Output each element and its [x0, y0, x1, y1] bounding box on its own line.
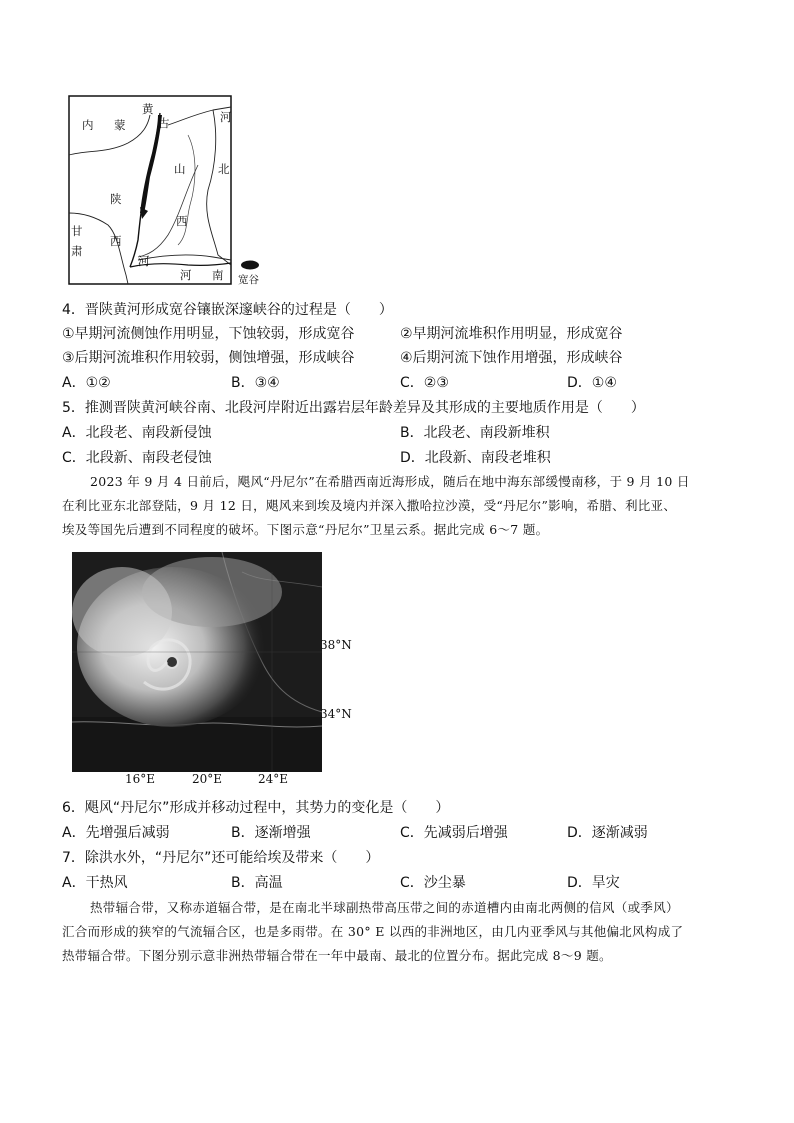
question-4-stem: 4．晋陕黄河形成宽谷镶嵌深邃峡谷的过程是（ ） — [62, 302, 393, 318]
map-label-he-nan-1: 河 — [180, 268, 192, 282]
q5-option-a[interactable]: A．北段老、南段新侵蚀 — [62, 425, 212, 441]
q4-option-b[interactable]: B．③④ — [231, 375, 280, 391]
q6-option-a[interactable]: A．先增强后减弱 — [62, 825, 170, 841]
map-label-su: 肃 — [71, 244, 83, 258]
latitude-label-38n: 38°N — [320, 638, 352, 652]
q7-option-a[interactable]: A．干热风 — [62, 875, 128, 891]
passage-hurricane-line-1: 2023 年 9 月 4 日前后，飓风“丹尼尔”在希腊西南近海形成，随后在地中海东部缓慢南移，于 9 月 10 日 — [90, 474, 690, 489]
q4-statement-4: ④后期河流下蚀作用增强，形成峡谷 — [400, 350, 623, 366]
satellite-drawing — [72, 552, 322, 772]
daniel-satellite-cloud-image — [72, 552, 322, 772]
q4-option-d[interactable]: D．①④ — [567, 375, 617, 391]
map-label-huang: 黄 — [142, 102, 154, 116]
map-label-shaan: 陕 — [110, 192, 122, 206]
q7-option-b[interactable]: B．高温 — [231, 875, 283, 891]
wide-valley-legend-icon — [240, 260, 260, 270]
map-legend — [238, 260, 268, 290]
latitude-label-34n: 34°N — [320, 707, 352, 721]
q6-option-b[interactable]: B．逐渐增强 — [231, 825, 311, 841]
q5-option-c[interactable]: C．北段新、南段老侵蚀 — [62, 450, 212, 466]
map-label-nei: 内 — [82, 118, 94, 132]
map-label-meng: 蒙 — [114, 118, 126, 132]
question-6-stem: 6．飓风“丹尼尔”形成并移动过程中，其势力的变化是（ ） — [62, 800, 450, 816]
map-label-xi-left: 西 — [110, 234, 122, 248]
q6-option-c[interactable]: C．先减弱后增强 — [400, 825, 508, 841]
map-label-shan: 山 — [174, 162, 186, 176]
map-label-xi-right: 西 — [176, 214, 188, 228]
q7-option-d[interactable]: D．旱灾 — [567, 875, 620, 891]
longitude-label-20e: 20°E — [192, 772, 223, 786]
map-label-gan: 甘 — [71, 224, 83, 238]
question-5-stem: 5．推测晋陕黄河峡谷南、北段河岸附近出露岩层年龄差异及其形成的主要地质作用是（ ） — [62, 400, 645, 416]
q4-statement-2: ②早期河流堆积作用明显，形成宽谷 — [400, 326, 623, 342]
q4-statement-1: ①早期河流侧蚀作用明显，下蚀较弱，形成宽谷 — [62, 326, 355, 342]
q7-option-c[interactable]: C．沙尘暴 — [400, 875, 466, 891]
longitude-label-24e: 24°E — [258, 772, 289, 786]
q4-option-c[interactable]: C．②③ — [400, 375, 449, 391]
passage-hurricane-line-3: 埃及等国先后遭到不同程度的破坏。下图示意“丹尼尔”卫星云系。据此完成 6～7 题。 — [62, 522, 549, 537]
map-label-he-nan-2: 南 — [212, 268, 224, 282]
q5-option-d[interactable]: D．北段新、南段老堆积 — [400, 450, 551, 466]
question-7-stem: 7．除洪水外，“丹尼尔”还可能给埃及带来（ ） — [62, 850, 380, 866]
map-label-he-top: 河 — [220, 110, 232, 124]
q4-statement-3: ③后期河流堆积作用较弱，侧蚀增强，形成峡谷 — [62, 350, 355, 366]
passage-hurricane-line-2: 在利比亚东北部登陆，9 月 12 日，飓风来到埃及境内并深入撒哈拉沙漠，受“丹尼尔”影响，希腊、利比亚、 — [62, 498, 677, 513]
longitude-label-16e: 16°E — [125, 772, 156, 786]
passage-itcz-line-1: 热带辐合带，又称赤道辐合带，是在南北半球副热带高压带之间的赤道槽内由南北两侧的信风（或季风） — [90, 900, 679, 915]
q6-option-d[interactable]: D．逐渐减弱 — [567, 825, 648, 841]
passage-itcz-line-2: 汇合而形成的狭窄的气流辐合区，也是多雨带。在 30° E 以西的非洲地区，由几内亚季风与其他偏北风构成了 — [62, 924, 684, 939]
q4-option-a[interactable]: A．①② — [62, 375, 111, 391]
jinshaan-yellow-river-map — [68, 95, 238, 287]
map-label-gu: 古 — [158, 116, 170, 130]
q5-option-b[interactable]: B．北段老、南段新堆积 — [400, 425, 550, 441]
passage-itcz-line-3: 热带辐合带。下图分别示意非洲热带辐合带在一年中最南、最北的位置分布。据此完成 8～9 题。 — [62, 948, 612, 963]
map-drawing — [68, 95, 238, 287]
legend-label: 宽谷 — [238, 274, 259, 286]
map-label-bei: 北 — [218, 162, 230, 176]
map-label-he-river: 河 — [138, 254, 150, 268]
